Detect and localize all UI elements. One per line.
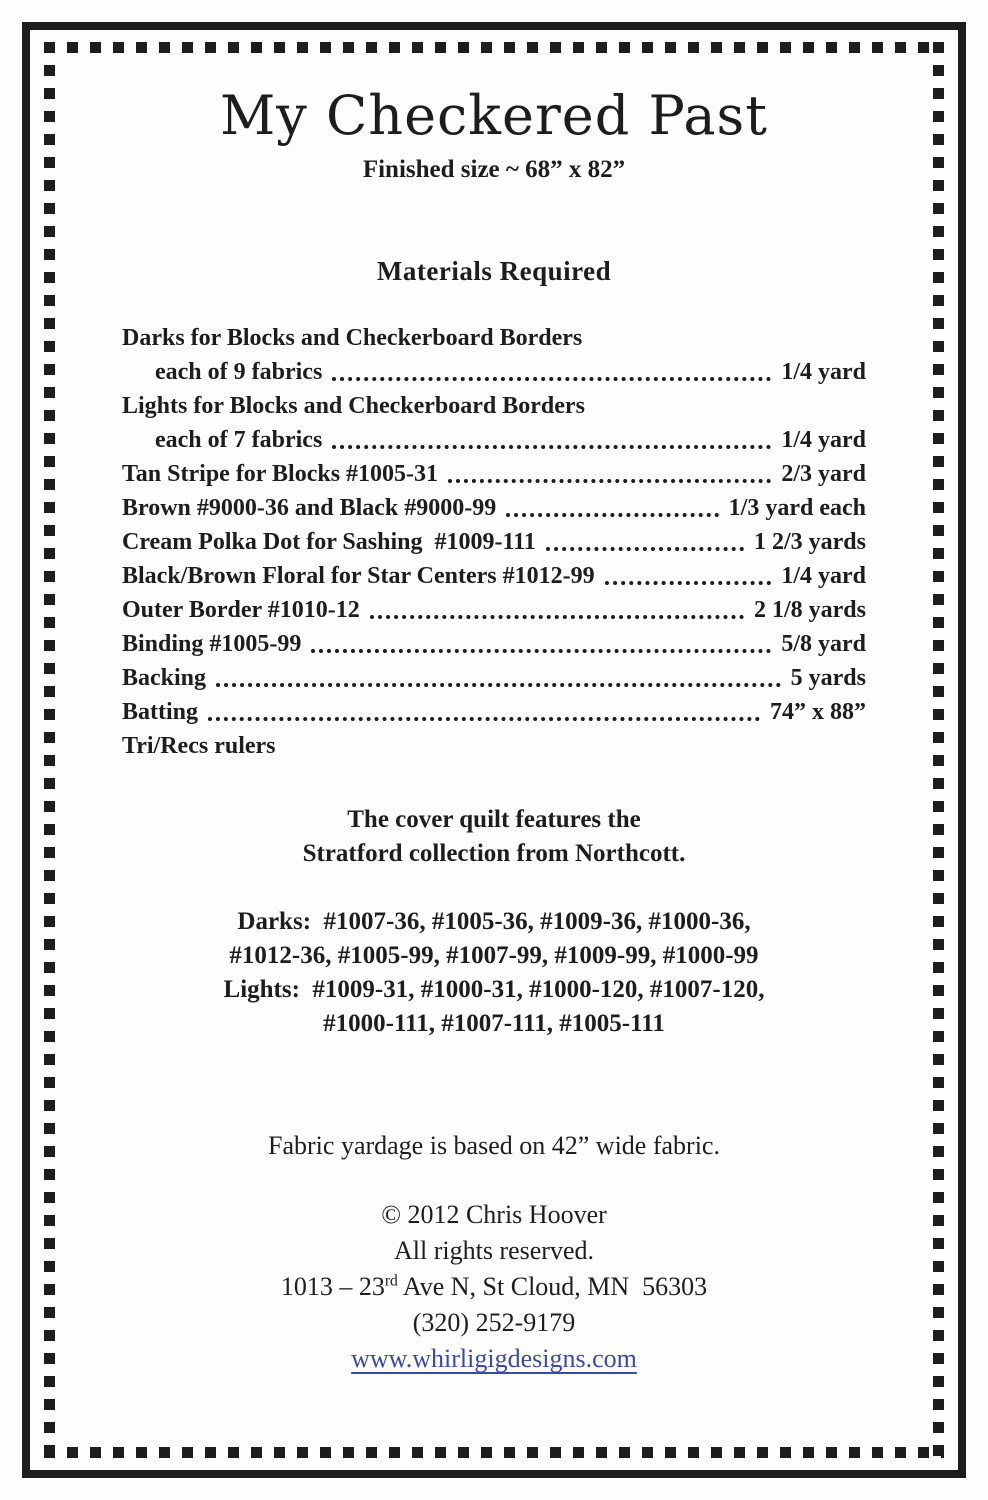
material-item [122,355,866,389]
material-item-lights-header [122,389,866,423]
material-label: Outer Border #1010-12 [122,597,360,624]
dot-leader [605,581,772,585]
material-label: Binding #1005-99 [122,631,302,658]
material-label: Backing [122,665,207,692]
dot-leader [216,683,781,687]
material-label: Black/Brown Floral for Star Centers #1012-99 [122,563,595,590]
dot-leader [311,649,771,653]
dotted-border-bottom [44,1447,944,1458]
dotted-border-top [44,42,944,53]
phone-line: (320) 252-9179 [412,1308,576,1338]
materials-heading: Materials Required [376,256,612,287]
website-link[interactable]: www.whirligigdesigns.com [351,1344,637,1374]
dot-leader [332,445,771,449]
website-line [70,1341,918,1377]
material-item [122,695,866,729]
address-rest: Ave N, St Cloud, MN 56303 [397,1272,708,1302]
material-value: 5/8 yard [781,631,866,658]
material-value: 2/3 yard [781,461,866,488]
material-item [122,457,866,491]
material-value: 1/4 yard [781,563,866,590]
material-label: Batting [122,699,199,726]
darks-fabrics-line2: #1012-36, #1005-99, #1007-99, #1009-99, #1000-99 [229,942,759,970]
cover-note-line2: Stratford collection from Northcott. [302,840,686,868]
rights-line: All rights reserved. [393,1236,594,1266]
material-item [122,593,866,627]
publisher-info [70,1197,918,1377]
material-item-rulers [122,729,866,763]
lights-fabrics-line1: Lights: #1009-31, #1000-31, #1000-120, #1007-120, [223,976,765,1004]
material-value: 2 1/8 yards [753,597,866,624]
lights-fabrics-line2: #1000-111, #1007-111, #1005-111 [323,1010,665,1038]
material-label: each of 9 fabrics [155,359,323,386]
material-item-darks-header [122,321,866,355]
dotted-border-left [44,42,55,1458]
materials-list [122,321,866,763]
dotted-border-right [933,42,944,1458]
material-label: Tan Stripe for Blocks #1005-31 [122,461,439,488]
material-label: Brown #9000-36 and Black #9000-99 [122,495,497,522]
dot-leader [208,717,760,721]
address-ordinal: rd [384,1272,398,1290]
material-value: 1/4 yard [781,427,866,454]
page-title: My Checkered Past [220,84,768,147]
page-content [70,60,918,1377]
finished-size: Finished size ~ 68” x 82” [362,156,626,184]
address-number: 1013 – 23 [280,1272,385,1302]
material-value: 1/4 yard [781,359,866,386]
dot-leader [506,513,718,517]
material-item [122,491,866,525]
material-value: 74” x 88” [770,699,866,726]
yardage-note: Fabric yardage is based on 42” wide fabric. [268,1131,720,1161]
material-item [122,525,866,559]
material-item [122,627,866,661]
material-label: Darks for Blocks and Checkerboard Borders [122,325,583,352]
copyright-line: © 2012 Chris Hoover [381,1200,607,1230]
dot-leader [546,547,744,551]
material-item [122,661,866,695]
material-label: each of 7 fabrics [155,427,323,454]
dot-leader [370,615,744,619]
material-item [122,423,866,457]
cover-quilt-note [70,803,918,871]
address-line [70,1269,918,1305]
material-label: Lights for Blocks and Checkerboard Borders [122,393,585,420]
material-value: 5 yards [790,665,866,692]
fabric-numbers-block [70,905,918,1041]
material-value: 1/3 yard each [728,495,866,522]
material-value: 1 2/3 yards [753,529,866,556]
material-item [122,559,866,593]
material-label: Tri/Recs rulers [122,733,276,760]
dot-leader [448,479,771,483]
darks-fabrics-line1: Darks: #1007-36, #1005-36, #1009-36, #1000-36, [237,908,751,936]
material-label: Cream Polka Dot for Sashing #1009-111 [122,529,536,556]
dot-leader [332,377,771,381]
cover-note-line1: The cover quilt features the [347,806,641,834]
